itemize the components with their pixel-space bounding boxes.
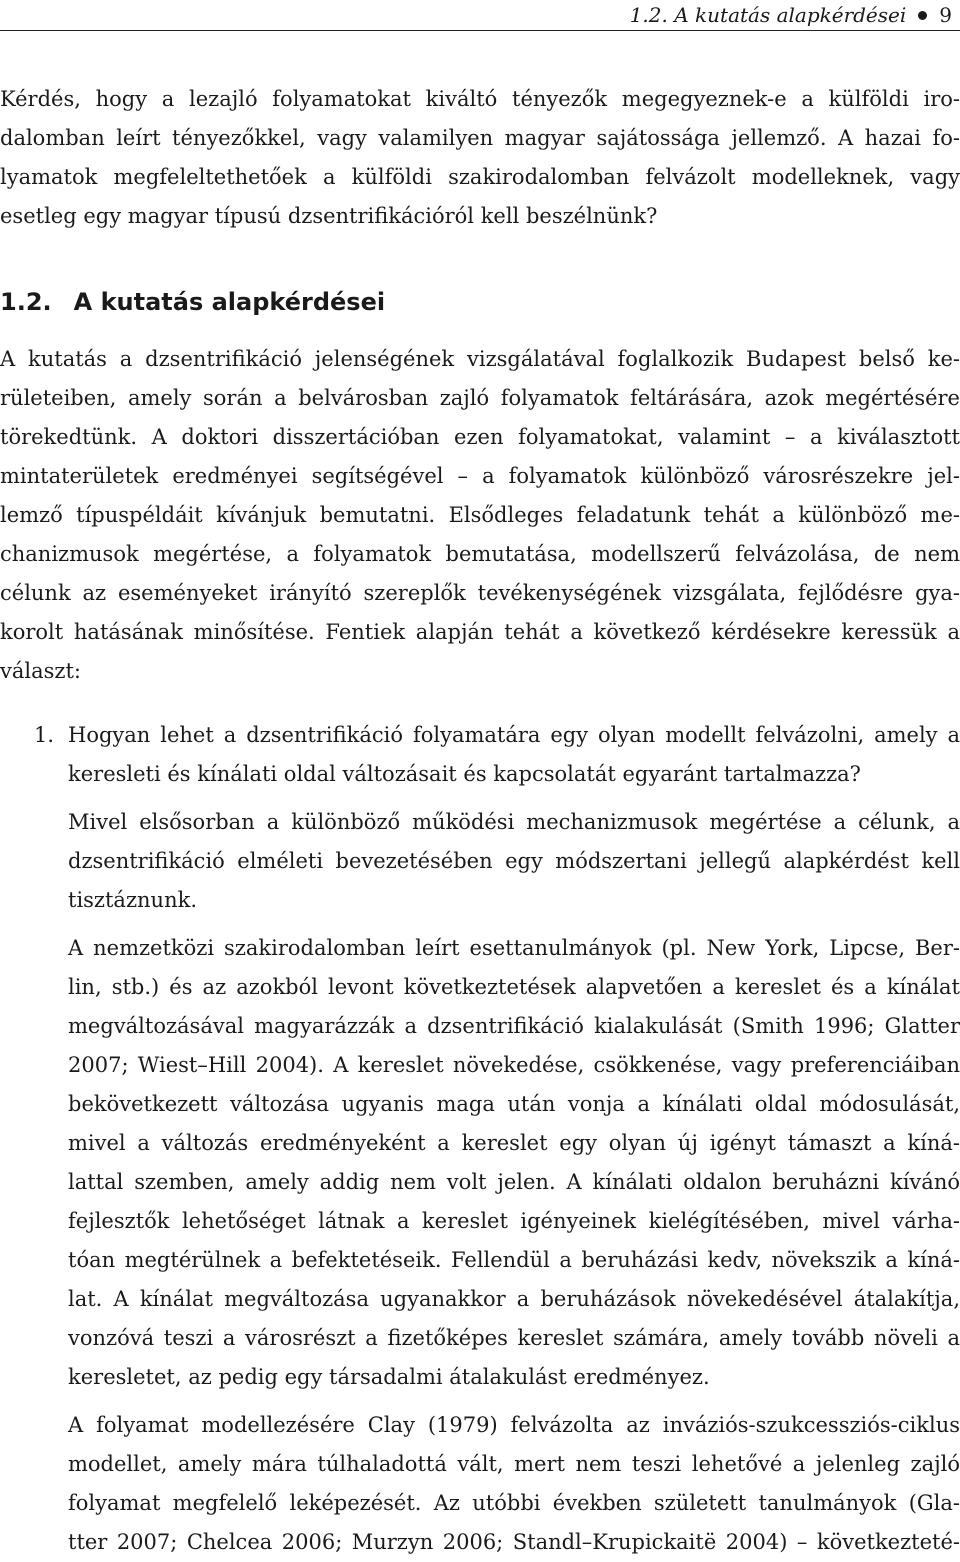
text-line: lattal szemben, amely addig nem volt jelen. A kínálati oldalon beruházni kívánó [68, 1170, 960, 1194]
text-line: mivel a változás eredményeként a kereslet egy olyan új igényt támaszt a kíná- [68, 1131, 960, 1155]
text-line: lemző típuspéldáit kívánjuk bemutatni. Elsődleges feladatunk tehát a különböző me- [0, 503, 960, 527]
text-line: korolt hatásának minősítése. Fentiek alapján tehát a következő kérdésekre keressük a [0, 620, 960, 644]
text-line: választ: [0, 659, 81, 683]
text-line: keresletet, az pedig egy társadalmi átalakulást eredményez. [68, 1365, 710, 1389]
text-line: dzsentrifikáció elméleti bevezetésében egy módszertani jellegű alapkérdést kell [68, 849, 960, 873]
text-line: tisztáznunk. [68, 888, 197, 912]
section-number: 1.2. [0, 288, 52, 316]
running-header [0, 4, 960, 31]
text-line: lin, stb.) és az azokból levont következtetések alapvetően a kereslet és a kínálat [68, 975, 960, 999]
text-line: chanizmusok megértése, a folyamatok bemutatása, modellszerű felvázolása, de nem [0, 542, 960, 566]
text-line: tóan megtérülnek a befektetéseik. Fellendül a beruházási kedv, növekszik a kíná- [68, 1248, 960, 1272]
running-title: 1.2. A kutatás alapkérdései [629, 3, 907, 27]
text-line: A kutatás a dzsentrifikáció jelenségének vizsgálatával foglalkozik Budapest belső ke- [0, 347, 960, 371]
bullet-icon [918, 11, 927, 20]
list-marker: 1. [34, 723, 55, 747]
text-line: 2007; Wiest–Hill 2004). A kereslet növekedése, csökkenése, vagy preferenciáiban [68, 1053, 960, 1077]
text-line: törekedtünk. A doktori disszertációban ezen folyamatokat, valamint – a kiválasztott [0, 425, 960, 449]
text-line: modellet, amely mára túlhaladottá vált, mert nem teszi lehetővé a jelenleg zajló [68, 1452, 960, 1476]
text-line: Mivel elsősorban a különböző működési mechanizmusok megértése a célunk, a [68, 810, 960, 834]
section-title: A kutatás alapkérdései [73, 288, 386, 316]
text-line: bekövetkezett változása ugyanis maga után vonja a kínálati oldal módosulását, [68, 1092, 960, 1116]
text-line: megváltozásával magyarázzák a dzsentrifikáció kialakulását (Smith 1996; Glatter [68, 1014, 960, 1038]
text-line: keresleti és kínálati oldal változásait és kapcsolatát egyaránt tartalmazza? [68, 762, 861, 786]
text-line: Hogyan lehet a dzsentrifikáció folyamatára egy olyan modellt felvázolni, amely a [68, 723, 960, 747]
text-line: mintaterületek eredményei segítségével – a folyamatok különböző városrészekre jel- [0, 464, 960, 488]
section-heading [0, 282, 385, 322]
text-line: tter 2007; Chelcea 2006; Murzyn 2006; Standl–Krupickaitë 2004) – következteté- [68, 1530, 960, 1554]
text-line: fejlesztők lehetőséget látnak a kereslet igényeinek kielégítésében, mivel várha- [68, 1209, 960, 1233]
text-line: Kérdés, hogy a lezajló folyamatokat kiváltó tényezők megegyeznek-e a külföldi iro- [0, 87, 960, 111]
text-line: A nemzetközi szakirodalomban leírt esettanulmányok (pl. New York, Lipcse, Ber- [68, 936, 960, 960]
text-line: vonzóvá teszi a városrészt a fizetőképes kereslet számára, amely tovább növeli a [68, 1326, 960, 1350]
text-line: esetleg egy magyar típusú dzsentrifikációról kell beszélnünk? [0, 204, 658, 228]
text-line: folyamat megfelelő leképezését. Az utóbbi években született tanulmányok (Gla- [68, 1491, 960, 1515]
text-line: lyamatok megfeleltethetőek a külföldi szakirodalomban felvázolt modelleknek, vagy [0, 165, 960, 189]
text-line: lat. A kínálat megváltozása ugyanakkor a beruházások növekedésével átalakítja, [68, 1287, 960, 1311]
text-line: rületeiben, amely során a belvárosban zajló folyamatok feltárására, azok megértésére [0, 386, 960, 410]
text-line: A folyamat modellezésére Clay (1979) felvázolta az inváziós-szukcessziós-ciklus [68, 1413, 960, 1437]
text-line: dalomban leírt tényezőkkel, vagy valamilyen magyar sajátossága jellemző. A hazai fo- [0, 126, 960, 150]
text-line: célunk az eseményeket irányító szereplők tevékenységének vizsgálata, fejlődésre gya- [0, 581, 960, 605]
page-number: 9 [939, 3, 952, 27]
